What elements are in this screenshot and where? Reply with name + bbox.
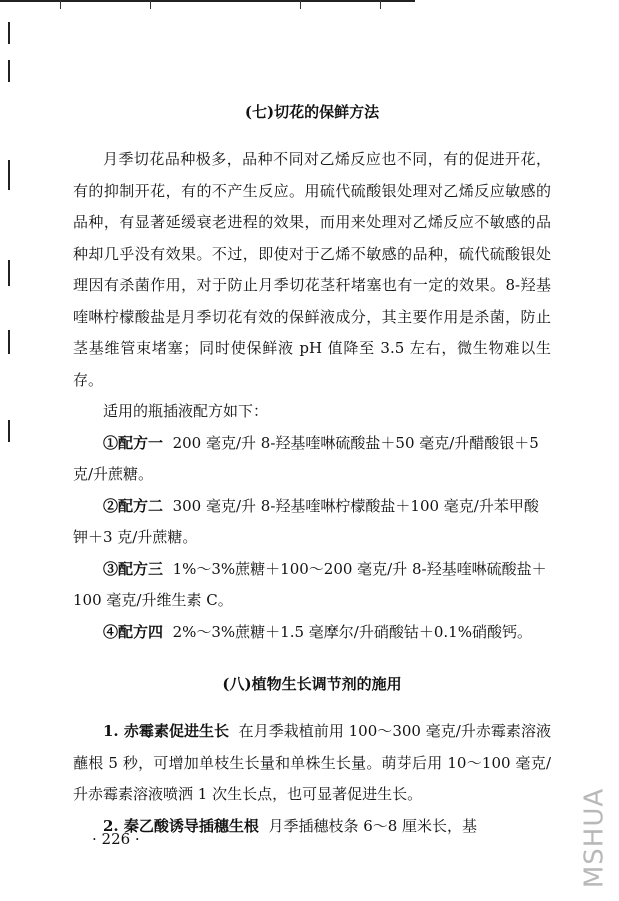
recipe-item bbox=[73, 491, 551, 554]
top-edge-tick bbox=[300, 0, 301, 9]
paragraph-ethylene: 月季切花品种极多，品种不同对乙烯反应也不同，有的促进开花，有的抑制开花，有的不产生反应。用硫代硫酸银处理对乙烯反应敏感的品种，有显著延缓衰老进程的效果，而用来处理对乙烯反应不敏感的品种却几乎没有效果。不过，即使对于乙烯不敏感的品种，硫代硫酸银处理因有杀菌作用，对于防止月季切花茎秆堵塞也有一定的效果。8-羟基喹啉柠檬酸盐是月季切花有效的保鲜液成分，其主要作用是杀菌，防止茎基维管束堵塞；同时使保鲜液 pH 值降至 3.5 左右，微生物难以生存。 bbox=[73, 150, 551, 389]
recipe-label: ②配方二 bbox=[103, 496, 164, 515]
watermark bbox=[575, 786, 615, 890]
recipe-label: ①配方一 bbox=[103, 433, 164, 452]
recipe-text: 200 毫克/升 8-羟基喹啉硫酸盐＋50 毫克/升醋酸银＋5 克/升蔗糖。 bbox=[73, 433, 539, 483]
binding-mark bbox=[8, 60, 10, 82]
item-text: 月季插穗枝条 6～8 厘米长，基 bbox=[268, 816, 478, 835]
top-edge-tick bbox=[150, 0, 151, 9]
recipe-item bbox=[73, 554, 551, 617]
recipe-label: ③配方三 bbox=[103, 559, 164, 578]
page-body bbox=[73, 100, 551, 842]
top-edge-tick bbox=[60, 0, 61, 9]
recipe-item bbox=[73, 428, 551, 491]
recipe-label: ④配方四 bbox=[103, 622, 164, 641]
binding-mark bbox=[8, 22, 10, 44]
section-heading-regulators: (八)植物生长调节剂的施用 bbox=[222, 675, 402, 693]
page-number: · 226 · bbox=[92, 830, 140, 848]
paragraph-gibberellin bbox=[73, 716, 551, 811]
section-heading-preservation: (七)切花的保鲜方法 bbox=[244, 103, 380, 121]
paragraph-rooting bbox=[73, 811, 551, 843]
item-lead: 1. 赤霉素促进生长 bbox=[103, 722, 230, 740]
recipe-item bbox=[73, 617, 551, 649]
recipe-text: 300 毫克/升 8-羟基喹啉柠檬酸盐＋100 毫克/升苯甲酸钾＋3 克/升蔗糖。 bbox=[73, 496, 539, 546]
top-edge-line bbox=[0, 0, 415, 2]
top-edge-tick bbox=[380, 0, 381, 9]
recipe-text: 1%～3%蔗糖＋100～200 毫克/升 8-羟基喹啉硫酸盐＋100 毫克/升维生素 C。 bbox=[73, 559, 547, 609]
item-lead: 2. 秦乙酸诱导插穗生根 bbox=[103, 816, 259, 835]
paragraph-recipes-intro: 适用的瓶插液配方如下： bbox=[103, 402, 269, 420]
binding-mark bbox=[8, 260, 10, 286]
binding-mark bbox=[8, 160, 10, 190]
recipe-text: 2%～3%蔗糖＋1.5 毫摩尔/升硝酸钴＋0.1%硝酸钙。 bbox=[172, 622, 532, 641]
watermark-text: MSHUA bbox=[579, 787, 610, 889]
binding-mark bbox=[8, 330, 10, 354]
item-text: 在月季栽植前用 100～300 毫克/升赤霉素溶液蘸根 5 秒，可增加单枝生长量和单株生长量。萌芽后用 10～100 毫克/升赤霉素溶液喷洒 1 次生长点，也可显著促进生长。 bbox=[73, 722, 551, 803]
binding-mark bbox=[8, 420, 10, 442]
